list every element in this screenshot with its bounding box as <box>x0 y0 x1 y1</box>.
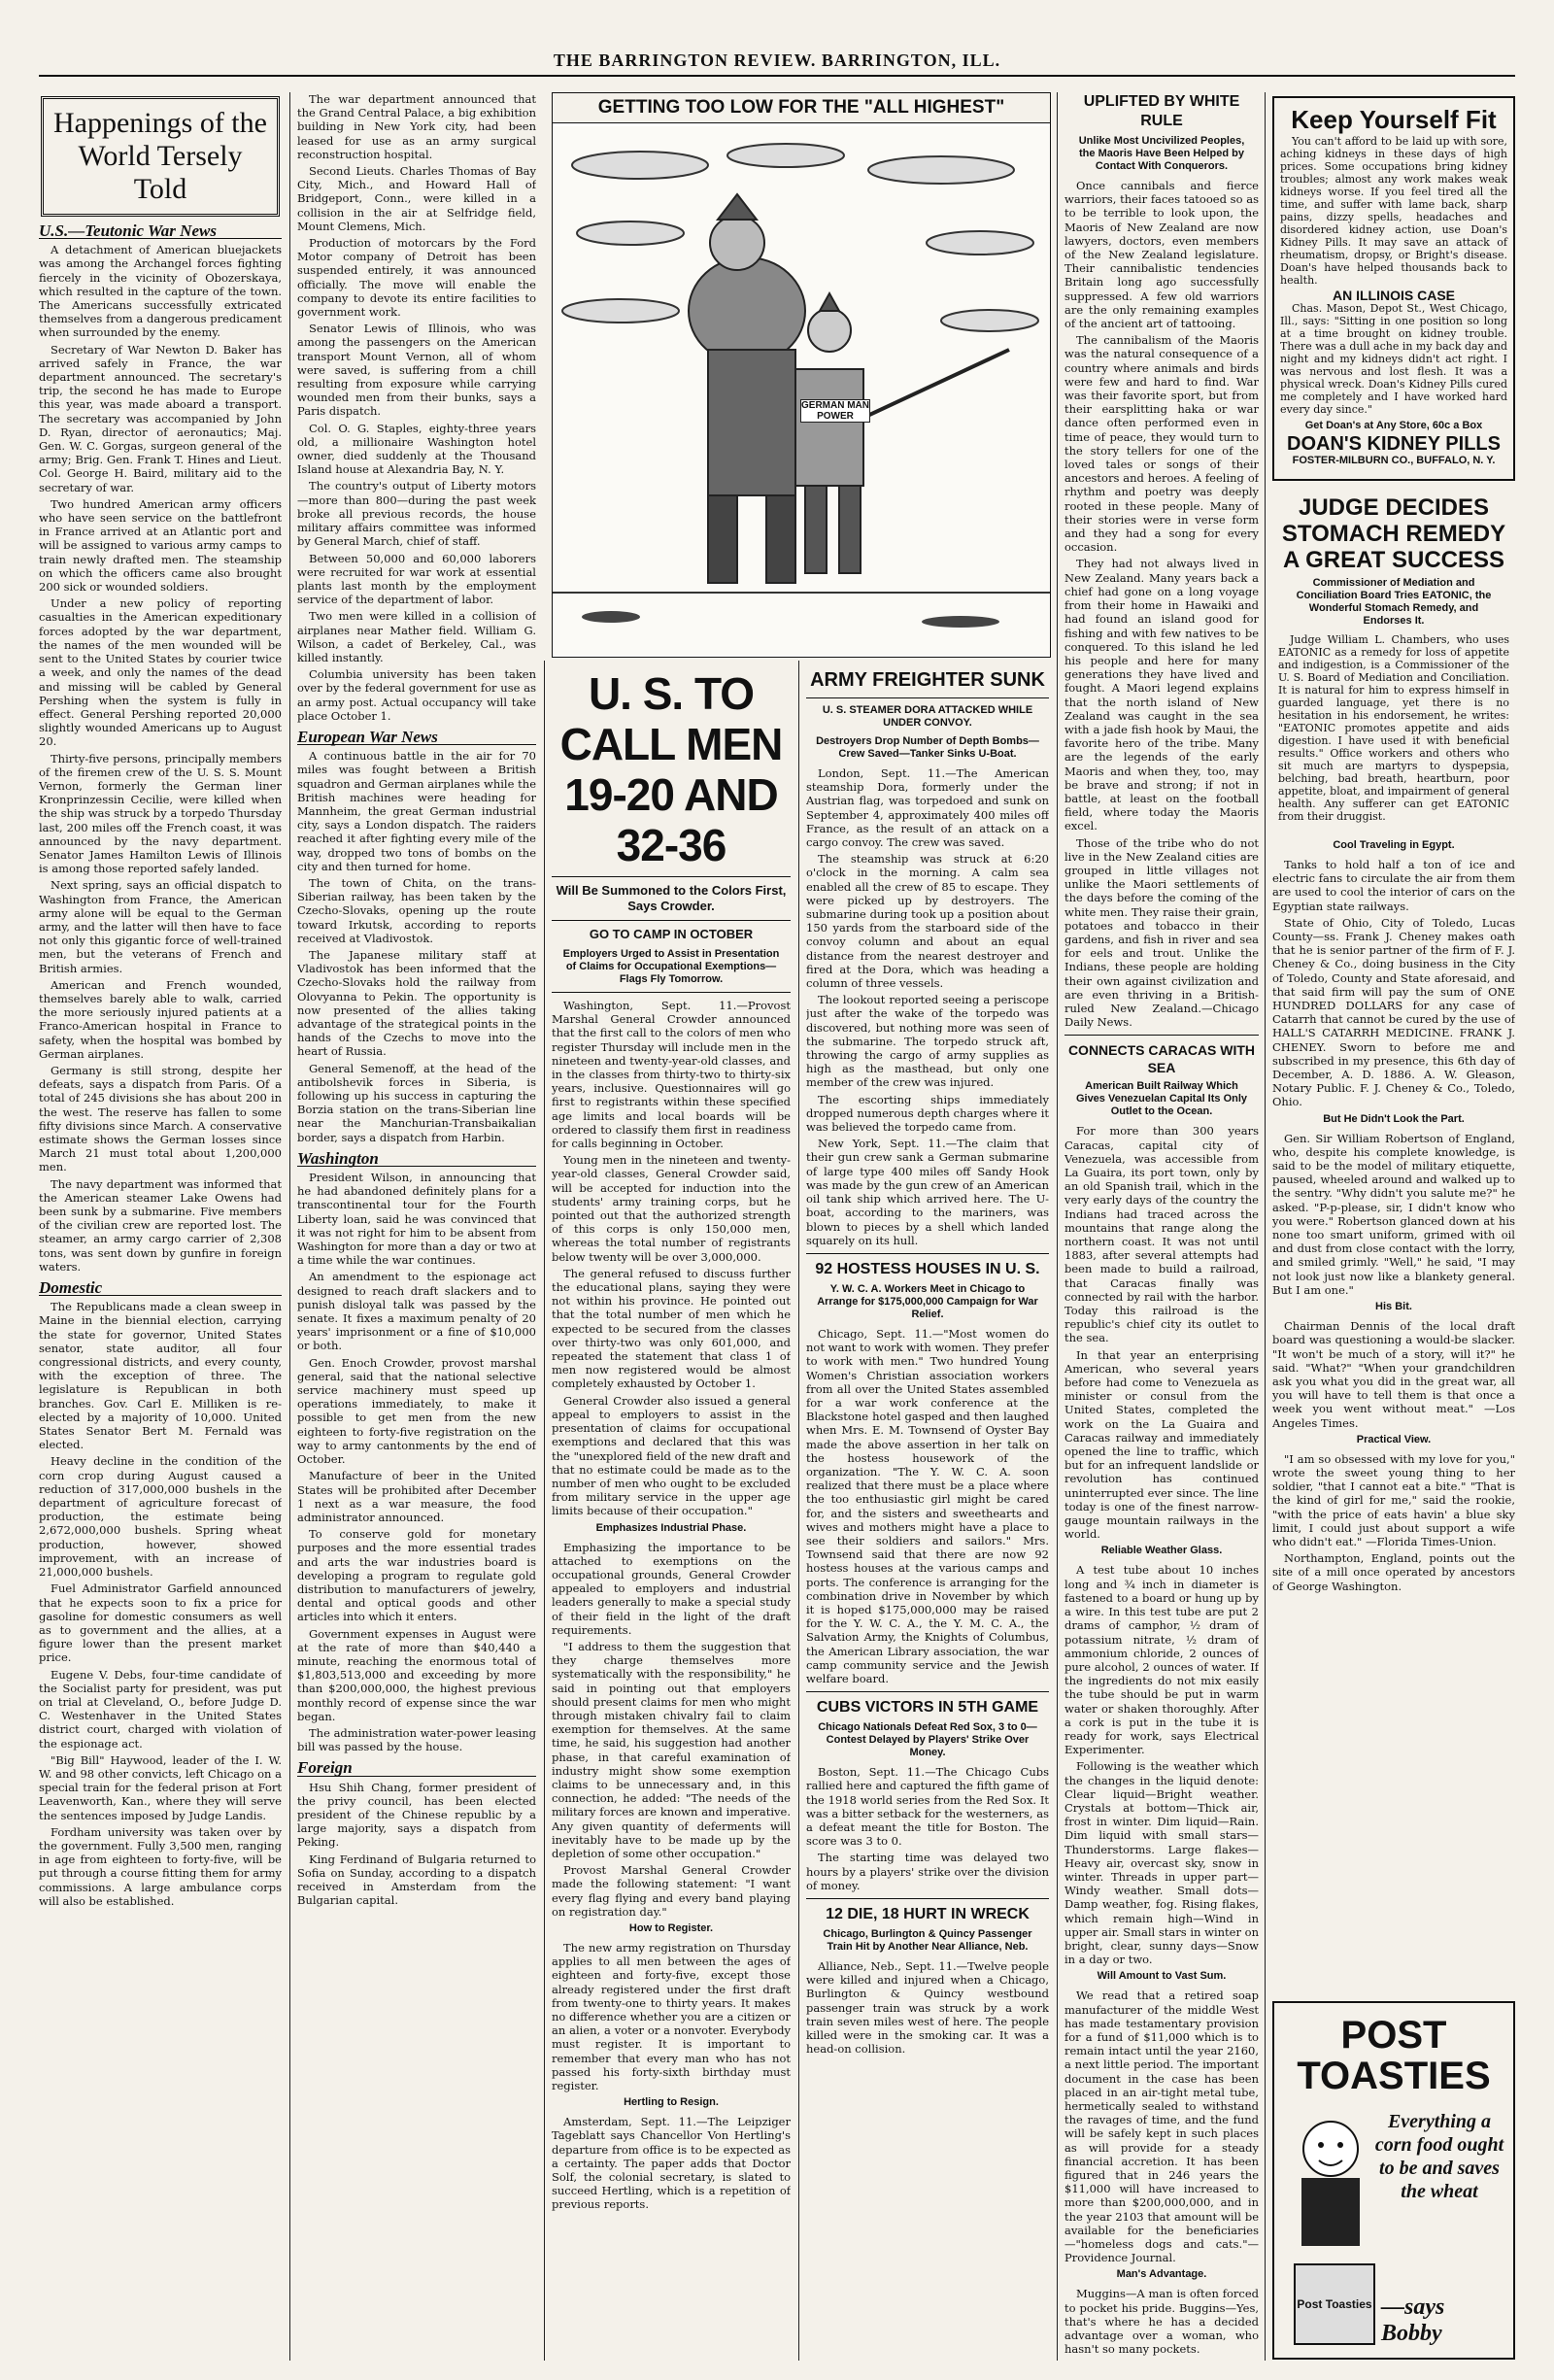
news-item: Gen. Sir William Robertson of England, who, despite his complete knowledge, is said to be the model of military etiquette, paused, wheeled around and walked up to the sentry. "Why didn't you salute me?" he asked. "P-p-please, sir, I didn't know who you were." Robertson glanced down at his none too smart uniform, grimed with oil and dust from close contact with the lorry, and smiled grimly. "Well," he said, "I may not look just now like a blankety general. But I am one." <box>1272 1131 1515 1297</box>
news-item: Thirty-five persons, principally members of the firemen crew of the U. S. S. Mount Vernon, formerly the German liner Kronprinzessin Cecilie, were killed when the ship was struck by a torpedo Thursday last, 200 miles off the French coast, it was announced by the navy department. Senator James Hamilton Lewis of Illinois is among those reported safely landed. <box>39 751 282 876</box>
news-item: Manufacture of beer in the United States will be prohibited after December 1 next as a war measure, the food administrator announced. <box>297 1469 536 1524</box>
news-item: The cannibalism of the Maoris was the natural consequence of a country where animals and birds were few and hard to find. War was their favorite sport, but from their earsplitting haka or war dance often performed even in time of peace, they would turn to the story tellers for one of the loved tales or songs of their ancestors and heroes. A feeling of rhythm and poetry was deeply rooted in these people. Many of their stories were in verse form and they had a song for every occasion. <box>1064 333 1259 555</box>
news-item: Chairman Dennis of the local draft board was questioning a would-be slacker. "It won't be much of a story, will it?" he said. "What?" "When your grandchildren ask you what you did in the great war, all you will have to tell them is that once a week you went without meat." —Los Angeles Times. <box>1272 1319 1515 1430</box>
news-item: Under a new policy of reporting casualties in the American expeditionary forces adopted by the war department, the names of the men wounded will be sent to the United States by courier twice a week, and only the names of the dead and missing will be cabled by General Pershing when the system is fully in effect. General Pershing reported 20,000 slightly wounded Americans up to August 20. <box>39 596 282 749</box>
ad-title: Keep Yourself Fit <box>1291 105 1497 134</box>
column-rule <box>544 661 545 2361</box>
news-item: The administration water-power leasing bill was passed by the house. <box>297 1725 536 1754</box>
news-item: The new army registration on Thursday applies to all men between the ages of eighteen and forty-five, except those already registered under the first draft from twenty-one to thirty years. It makes no difference whether you are a citizen or an alien, a voter or a nonvoter. Everybody must register. It is important to remember that every man who has not passed his forty-sixth birthday must register. <box>552 1941 791 2093</box>
subheadline: Will Be Summoned to the Colors First, Says Crowder. <box>556 883 787 913</box>
post-toasties-advertisement <box>1272 2001 1515 2360</box>
subhead: Emphasizes Industrial Phase. <box>595 1521 747 1534</box>
news-item: The escorting ships immediately dropped numerous depth charges where it was believed the torpedo came from. <box>806 1092 1049 1135</box>
subhead: Will Amount to Vast Sum. <box>1097 1970 1227 1983</box>
ad-deck: Commissioner of Mediation and Conciliation Board Tries EATONIC, the Wonderful Stomach Remedy, and Endorses It. <box>1296 577 1492 627</box>
news-item: Senator Lewis of Illinois, who was among the passengers on the American transport Mount Vernon, all of whom were saved, is suffering from a chill resulting from exposure while carrying wounded men from their bunks, says a Paris dispatch. <box>297 322 536 419</box>
news-item: "I address to them the suggestion that they charge themselves more systematically with the responsibility," he said in pointing out that employers should present claims for men who might through mistaken chivalry fail to claim exemption for themselves. At the same time, he said, his suggestion had another phase, in that careful examination of industry might show some exemption claims to be unnecessary and, in this connection, he added: "The needs of the military forces are known and imperative. Any given quantity of deferments will inevitably have to be made up by the depletion of some other occupation." <box>552 1639 791 1860</box>
deck: Y. W. C. A. Workers Meet in Chicago to Arrange for $175,000,000 Campaign for War Relief. <box>817 1282 1038 1320</box>
news-item: The general refused to discuss further the educational plans, saying they were not within his province. He pointed out that the total number of men which he expected to be secured from the classes over thirty-two was only 601,000, and repeated the statement that class 1 of men now registered would be almost completely exhausted by October 1. <box>552 1266 791 1391</box>
section-heading: Foreign <box>297 1761 536 1776</box>
news-item: To conserve gold for monetary purposes and the more essential trades and arts the war industries board is developing a program to regulate gold distribution to manufacturers of jewelry, dental and optical goods and other articles into which it enters. <box>297 1527 536 1624</box>
masthead: THE BARRINGTON REVIEW. BARRINGTON, ILL. <box>39 51 1515 77</box>
news-item: They had not always lived in New Zealand. Many years back a chief had gone on a long voyage from their home in Hawaiki and had found an island good for fishing and with few natives to be conquered. To this island he led his people and here for many generations they have lived and fought. A Maori legend explains that the north island of New Zealand was caught in the sea with a jade fish hook by Maui, the favorite hero of the tribe. Many are the legends of the early Maoris and when they, too, may be brave and strong; if not in battle, at least on the football field, where today the Maoris excel. <box>1064 557 1259 833</box>
headline: U. S. TO CALL MEN 19-20 AND 32-36 <box>559 668 783 870</box>
news-item: General Semenoff, at the head of the antibolshevik forces in Siberia, is following up his success in capturing the Borzia station on the trans-Siberian line near the Manchurian-Transbaikalian border, says a dispatch from Harbin. <box>297 1061 536 1144</box>
column-rule <box>798 661 799 2361</box>
subhead: Man's Advantage. <box>1116 2268 1207 2281</box>
news-item: Emphasizing the importance to be attached to exemptions on the occupational grounds, General Crowder appealed to employers and industrial leaders generally to make a special study of their field in the light of the draft requirements. <box>552 1540 791 1637</box>
subhead: But He Didn't Look the Part. <box>1323 1112 1465 1125</box>
ad-footer: Get Doan's at Any Store, 60c a Box <box>1304 420 1483 431</box>
happenings-title-box: Happenings of the World Tersely Told <box>41 96 280 217</box>
news-item: Columbia university has been taken over by the federal government for use as an army post. Actual occupancy will take place October 1. <box>297 667 536 723</box>
news-item: Those of the tribe who do not live in the New Zealand cities are grouped in little villages not unlike the Maori settlements of the days before the coming of the white men. They raise their grain, potatoes and tobacco in their gardens, and fish in river and sea for eels and trout. Unlike the Indians, these people are holding their own against civilization and are even thriving in a British-ruled New Zealand.—Chicago Daily News. <box>1064 835 1259 1030</box>
section-heading: Domestic <box>39 1281 282 1296</box>
subhead: His Bit. <box>1375 1301 1412 1313</box>
news-item: Germany is still strong, despite her defeats, says a dispatch from Paris. Of a total of 245 divisions she has about 200 in the west. The reserve has fallen to some fifty divisions since March. A conservative estimate shows the German losses since March 21 must total about 1,200,000 men. <box>39 1063 282 1174</box>
news-item: London, Sept. 11.—The American steamship Dora, formerly under the Austrian flag, was torpedoed and sunk on September 4, approximately 400 miles off France, as the result of an attack on a cargo convoy. The crew was saved. <box>806 766 1049 850</box>
ad-signature: —says Bobby <box>1381 2295 1445 2346</box>
news-item: Two hundred American army officers who have seen service on the battlefront in France arrived at an Atlantic port and will be assigned to various army camps to train newly drafted men. The steamship on which the officers came also brought 200 sick or wounded soldiers. <box>39 496 282 595</box>
news-item: Boston, Sept. 11.—The Chicago Cubs rallied here and captured the fifth game of the 1918 world series from the Red Sox. It was a bitter setback for the westerners, as a defeat meant the title for Boston. The score was 3 to 0. <box>806 1765 1049 1849</box>
news-item: Muggins—A man is often forced to pocket his pride. Buggins—Yes, that's where he has a decided advantage over a woman, who hasn't so many pockets. <box>1064 2287 1259 2357</box>
ad-footer: FOSTER-MILBURN CO., BUFFALO, N. Y. <box>1292 455 1496 466</box>
news-item: State of Ohio, City of Toledo, Lucas County—ss. Frank J. Cheney makes oath that he is senior partner of the firm of F. J. Cheney & Co., doing business in the City of Toledo, County and State aforesaid, and that said firm will pay the sum of ONE HUNDRED DOLLARS for any case of Catarrh that cannot be cured by the use of HALL'S CATARRH MEDICINE. FRANK J. CHENEY. Sworn to before me and subscribed in my presence, this 6th day of December, A. D. 1886. A. W. Gleason, Notary Public. F. J. Cheney & Co., Toledo, Ohio. <box>1272 915 1515 1109</box>
news-item: Col. O. G. Staples, eighty-three years old, a millionaire Washington hotel owner, died suddenly at the Thousand Island house at Alexandria Bay, N. Y. <box>297 421 536 477</box>
headline: 92 HOSTESS HOUSES IN U. S. <box>815 1260 1040 1277</box>
news-item: Production of motorcars by the Ford Motor company of Detroit has been suspended entirely, it was announced officially. The move will enable the company to devote its entire facilities to government work. <box>297 236 536 320</box>
headline: CUBS VICTORS IN 5TH GAME <box>816 1699 1039 1717</box>
news-item: Northampton, England, points out the site of a mill once operated by ancestors of George Washington. <box>1272 1551 1515 1593</box>
news-item: "I am so obsessed with my love for you," wrote the sweet young thing to her soldier, "that I cannot eat a bite." "That is the kind of girl for me," said the rookie, "with the price of eats havin' a blue sky limit, I could just about support a wife who didn't eat." —Florida Times-Union. <box>1272 1451 1515 1548</box>
deck: American Built Railway Which Gives Venezuelan Capital Its Only Outlet to the Ocean. <box>1075 1080 1248 1118</box>
cartoon-title: GETTING TOO LOW FOR THE "ALL HIGHEST" <box>553 93 1050 123</box>
news-item: King Ferdinand of Bulgaria returned to Sofia on Sunday, according to a dispatch received in Amsterdam from the Bulgarian capital. <box>297 1852 536 1908</box>
news-item: Amsterdam, Sept. 11.—The Leipziger Tageblatt says Chancellor Von Hertling's departure from office is to be expected as a certainty. The paper adds that Doctor Solf, the colonial secretary, is slated to succeed Hertling, which is a repetition of previous reports. <box>552 2115 791 2212</box>
ad-testimony: Chas. Mason, Depot St., West Chicago, Ill., says: "Sitting in one position so long at a time brought on kidney trouble. There was a dull ache in my back day and night and my kidneys didn't act right. I was nervous and lost flesh. It was a physical wreck. Doan's Kidney Pills cured me completely and I have worked hard every day since." <box>1280 302 1507 416</box>
news-item: Tanks to hold half a ton of ice and electric fans to circulate the air from them are used to cool the interior of cars on the Egyptian state railways. <box>1272 858 1515 913</box>
subhead: Cool Traveling in Egypt. <box>1333 839 1455 851</box>
ad-body: Judge William L. Chambers, who uses EATONIC as a remedy for loss of appetite and indigestion, is a Commissioner of the U. S. Board of Mediation and Conciliation. It is natural for him to express himself in guarded language, yet there is no hesitation in his endorsement, he writes: "EATONIC promotes appetite and aids digestion. I have used it with beneficial results." Office workers and others who sit much are martyrs to dyspepsia, belching, bad breath, heartburn, poor appetite, bloat, and impairment of general health. Any sufferer can get EATONIC from their druggist. <box>1278 633 1509 823</box>
headline: CONNECTS CARACAS WITH SEA <box>1067 1042 1256 1076</box>
news-item: Between 50,000 and 60,000 laborers were recruited for war work at essential plants last month by the employment service of the department of labor. <box>297 551 536 607</box>
news-item: We read that a retired soap manufacturer of the middle West has made testamentary provision for a fund of $11,000 which is to remain intact until the year 2160, a next little period. The important document in the case has been placed in an air-tight metal tube, hermetically sealed to withstand the ravages of time, and the fund will be safely kept in such places as will provide for a steady financial accretion. It has been figured that in 246 years the $11,000 will have increased to more than $200,000,000, and in the year 2103 that amount will be available for the beneficiaries—"homeless dogs and cats."—Providence Journal. <box>1064 1989 1259 2265</box>
news-item: Provost Marshal General Crowder made the following statement: "I want every flag flying and every band playing on registration day." <box>552 1863 791 1919</box>
news-item: Hsu Shih Chang, former president of the privy council, has been elected president of the Chinese republic by a large majority, says a dispatch from Peking. <box>297 1780 536 1850</box>
news-item: The steamship was struck at 6:20 o'clock in the morning. A calm sea enabled all the crew of 85 to escape. They were picked up by destroyers. The submarine during took up a position about 150 yards from the starboard side of the convoy column and about an equal distance from the nearest destroyer and fired at the Dora, which was heading a column of three vessels. <box>806 852 1049 991</box>
news-item: The country's output of Liberty motors—more than 800—during the past week broke all previous records, the house military affairs committee was informed by General March, chief of staff. <box>297 479 536 549</box>
news-item: For more than 300 years Caracas, capital city of Venezuela, was accessible from La Guaira, its port town, only by an old Spanish trail, which in the very early days of the country the Indians had traced across the mountains that range along the northern coast. It was not until 1883, after several attempts had been made to build a railroad, that Caracas finally was connected by rail with the harbor. Today this railroad is the republic's chief city its outlet to the sea. <box>1064 1124 1259 1345</box>
section-heading: U.S.—Teutonic War News <box>39 224 282 239</box>
news-item: The town of Chita, on the trans-Siberian railway, has been taken by the Czecho-Slovaks, opening up the route toward Irkutsk, according to reports received at Vladivostok. <box>297 875 536 945</box>
column-4 <box>806 668 1049 2361</box>
news-item: Young men in the nineteen and twenty-year-old classes, General Crowder said, will be accepted for induction into the students' army training corps, but he pointed out that the authorized strength of this corps is only 150,000 men, whereas the total number of registrants below twenty will be over 3,000,000. <box>552 1153 791 1264</box>
news-item: The war department announced that the Grand Central Palace, a big exhibition building in New York city, had been leased for use as an army surgical reconstruction hospital. <box>297 92 536 161</box>
news-item: Once cannibals and fierce warriors, their faces tatooed so as to be terrible to look upon, the Maoris of New Zealand are now lawyers, doctors, even members of the New Zealand legislature. Their cannibalistic tendencies Britain long ago successfully suppressed. A few old warriors are the only remaining examples of the ancient art of tattooing. <box>1064 179 1259 331</box>
column-rule <box>1265 92 1266 2361</box>
cartoon-label: GERMAN MAN POWER <box>801 400 869 422</box>
news-item: Second Lieuts. Charles Thomas of Bay City, Mich., and Howard Hall of Bridgeport, Conn., were killed in a collision in the air at Selfridge field, Mount Clemens, Mich. <box>297 164 536 233</box>
boy-illustration <box>1282 2110 1379 2256</box>
ad-brand: DOAN'S KIDNEY PILLS <box>1287 433 1501 455</box>
section-heading: Washington <box>297 1152 536 1167</box>
political-cartoon <box>552 92 1051 658</box>
news-item: Fuel Administrator Garfield announced that he expects soon to fix a price for gasoline for domestic consumers as well as to government and the allies, at a figure lower than the present market price. <box>39 1581 282 1665</box>
column-3 <box>552 668 791 2361</box>
news-item: General Crowder also issued a general appeal to employers to assist in the presentation of claims for occupational exemptions and declared that this was the "unexplored field of the new draft and that no estimate could be made as to the number of men who ought to be excluded from military service in the upper age limits because of their occupation." <box>552 1393 791 1518</box>
cereal-box: Post Toasties <box>1294 2263 1375 2345</box>
news-item: The Japanese military staff at Vladivostok has been informed that the Czecho-Slovaks hold the railway from Olovyanna to Pekin. The opportunity is now presented of the allies taking advantage of the strategical points in the hands of the Czechs to move into the heart of Russia. <box>297 947 536 1059</box>
subhead: Practical View. <box>1356 1433 1432 1445</box>
doans-advertisement <box>1272 96 1515 481</box>
news-item: Following is the weather which the changes in the liquid denote: Clear liquid—Bright weather. Crystals at bottom—Thick air, frost in winter. Dim liquid—Rain. Dim liquid with small stars—Thunderstorms. Large flakes—Heavy air, overcast sky, snow in winter. Threads in upper part—Windy weather. Small dots—Damp weather, fog. Rising flakes, which remain high—Wind in upper air. Small stars in winter on bright, clear, sunny days—Snow in a day or two. <box>1064 1759 1259 1967</box>
news-item: Washington, Sept. 11.—Provost Marshal General Crowder announced that the first call to the colors of men who register Thursday will include men in the nineteen and twenty-year-old classes, and in the classes from thirty-two to thirty-six years, inclusive. Questionnaires will go first to registrants within these specified age limits and local boards will be ordered to classify them first in readiness for calls beginning in October. <box>552 999 791 1151</box>
news-item: New York, Sept. 11.—The claim that their gun crew sank a German submarine of large type 400 miles off Sandy Hook was made by the gun crew of an American oil tank ship which arrived here. The U-boat, according to the mariners, was blown to pieces by a shell which landed squarely on its hull. <box>806 1137 1049 1247</box>
news-item: Eugene V. Debs, four-time candidate of the Socialist party for president, was put on trial at Cleveland, O., before Judge D. C. Westenhaver in the United States district court, charged with violation of the espionage act. <box>39 1667 282 1751</box>
news-item: In that year an enterprising American, who several years before had come to Venezuela as minister or consul from the United States, completed the work on the La Guaira and Caracas railway and immediately opened the line to traffic, which but for an infrequent landslide or revolution has continued uninterrupted ever since. The line today is one of the finest narrow-gauge mountain railways in the world. <box>1064 1347 1259 1542</box>
subhead: Hertling to Resign. <box>624 2096 719 2109</box>
news-item: Fordham university was taken over by the government. Fully 3,500 men, ranging in age from eighteen to forty-five, will be put through a course fitting them for army commissions. A large ambulance corps will also be established. <box>39 1824 282 1908</box>
news-item: Secretary of War Newton D. Baker has arrived safely in France, the war department announced. The secretary's trip, the second he has made to Europe this year, was made aboard a transport. The secretary was accompanied by John D. Ryan, director of aeronautics; Maj. Gen. W. C. Gorgas, surgeon general of the army; Brig. Gen. Frank T. Hines and Lieut. Col. George H. Baird, military aid to the secretary of war. <box>39 342 282 494</box>
ad-title: POST TOASTIES <box>1297 2014 1491 2097</box>
subhead: How to Register. <box>628 1922 714 1934</box>
column-2-text <box>297 92 536 2361</box>
deck: Chicago, Burlington & Quincy Passenger Train Hit by Another Near Alliance, Neb. <box>823 1928 1032 1954</box>
section-heading: European War News <box>297 731 536 745</box>
column-rule <box>1057 92 1058 2361</box>
column-1 <box>39 92 282 2361</box>
news-item: "Big Bill" Haywood, leader of the I. W. W. and 98 other convicts, left Chicago on a special train for the federal prison at Fort Leavenworth, Kan., where they will serve the sentences imposed by Judge Landis. <box>39 1752 282 1822</box>
news-item: The lookout reported seeing a periscope just after the wake of the torpedo was discovered, but nothing more was seen of the submarine. The torpedo struck aft, throwing the cargo of army supplies as high as the masthead, but only one member of the crew was injured. <box>806 993 1049 1090</box>
cartoon-drawing <box>553 126 1050 656</box>
news-item: Gen. Enoch Crowder, provost marshal general, said that the national selective service machinery must speed up operations immediately, to make it possible to get men from the new eighteen to forty-five registration on the way to army cantonments by the end of October. <box>297 1355 536 1467</box>
news-item: Chicago, Sept. 11.—"Most women do not want to work with women. They prefer to work with men." Two hundred Young Women's Christian association workers from all over the United States assembled for a war work conference at the Blackstone hotel gasped and then laughed when Mrs. E. M. Townsend of Oyster Bay made the above assertion in her talk on the hostess housework of the organization. "The Y. W. C. A. soon realized that there must be a place where the too enthusiastic girl might be cared for, and the sisters and sweethearts and wives and mothers might have a place to see their soldiers and sailors." Mrs. Townsend said that there are now 92 hostess houses at the various camps and ports. The conference is arranging for the combination drive in November by which it is hoped $175,000,000 may be raised for the Y. W. C. A., the Y. M. C. A., the Salvation Army, the Knights of Columbus, the American Library association, the war camp community service and the Jewish welfare board. <box>806 1326 1049 1685</box>
news-item: Alliance, Neb., Sept. 11.—Twelve people were killed and injured when a Chicago, Burlington & Quincy westbound passenger train was struck by a work train seven miles west of here. The people killed were in the smoking car. It was a head-on collision. <box>806 1959 1049 2057</box>
news-item: Two men were killed in a collision of airplanes near Mather field. William G. Wilson, a cadet of Berkeley, Cal., was killed instantly. <box>297 609 536 664</box>
news-item: President Wilson, in announcing that he had abandoned definitely plans for a transcontinental tour for the Fourth Liberty loan, said he was convinced that it was not right for him to be absent from Washington for more than a day or two at a time while the war continues. <box>297 1171 536 1268</box>
news-item: A continuous battle in the air for 70 miles was fought between a British squadron and German airplanes while the British machines were heading for Mannheim, the great German industrial city, says a London dispatch. The raiders reached it after fighting every mile of the way, dropped two tons of bombs on the city and then turned for home. <box>297 749 536 873</box>
headline: ARMY FREIGHTER SUNK <box>810 669 1045 691</box>
headline: 12 DIE, 18 HURT IN WRECK <box>826 1906 1030 1923</box>
newspaper-page <box>39 39 1515 2361</box>
news-item: An amendment to the espionage act designed to reach draft slackers and to punish disloyal talk was passed by the senate. It fixes a maximum penalty of 20 years' imprisonment or a fine of $10,000 or both. <box>297 1270 536 1353</box>
column-5 <box>1064 92 1259 2361</box>
news-item: The navy department was informed that the American steamer Lake Owens had been sunk by a submarine. Five members of the civilian crew are reported lost. The steamer, an army cargo carrier of 2,308 tons, was sent down by gunfire in foreign waters. <box>39 1176 282 1274</box>
deck: Employers Urged to Assist in Presentation of Claims for Occupational Exemptions—Flags Fly Tomorrow. <box>562 948 780 985</box>
subhead: Reliable Weather Glass. <box>1100 1545 1223 1557</box>
ad-subtitle: AN ILLINOIS CASE <box>1332 288 1455 303</box>
news-item: The starting time was delayed two hours by a players' strike over the division of money. <box>806 1851 1049 1892</box>
ad-slogan: Everything a corn food ought to be and saves the wheat <box>1374 2111 1504 2202</box>
subheadline: GO TO CAMP IN OCTOBER <box>589 927 754 941</box>
ad-body: You can't afford to be laid up with sore, aching kidneys in these days of high prices. Some occupations bring kidney troubles; almost any work makes weak kidneys worse. If you feel tired all the time, and suffer with lame back, sharp pains, dizzy spells, headaches and disordered kidney action, use Doan's Kidney Pills. It may save an attack of rheumatism, dropsy, or Bright's disease. Doan's have helped thousands back to health. <box>1280 135 1507 287</box>
eatonic-advertisement <box>1272 489 1515 832</box>
deck: U. S. STEAMER DORA ATTACKED WHILE UNDER CONVOY. <box>822 704 1033 729</box>
column-rule <box>289 92 290 2361</box>
news-item: American and French wounded, themselves barely able to walk, carried the more seriously injured patients at a Franco-American hospital in France to safety, when the hospital was bombed by German airplanes. <box>39 977 282 1061</box>
deck: Chicago Nationals Defeat Red Sox, 3 to 0—Contest Delayed by Players' Strike Over Money. <box>818 1721 1037 1759</box>
ad-title: JUDGE DECIDES STOMACH REMEDY A GREAT SUCCESS <box>1281 494 1506 573</box>
news-item: The Republicans made a clean sweep in Maine in the biennial election, carrying the state for governor, United States senator, state auditor, all four congressional districts, and every county, with the exception of three. The legislature is Republican in both branches. Gov. Carl E. Milliken is re-elected by a majority of 10,000. United States Senator Bert M. Fernald was elected. <box>39 1300 282 1452</box>
headline: UPLIFTED BY WHITE RULE <box>1083 93 1240 129</box>
deck: Destroyers Drop Number of Depth Bombs—Crew Saved—Tanker Sinks U-Boat. <box>816 735 1039 760</box>
deck: Unlike Most Uncivilized Peoples, the Maoris Have Been Helped by Contact With Conquerors. <box>1078 135 1245 172</box>
news-item: Heavy decline in the condition of the corn crop during August caused a reduction of 317,000,000 bushels in the department of agriculture forecast of production, the estimate being 2,672,000,000 bushels. Spring wheat production, however, showed improvement, with an increase of 21,000,000 bushels. <box>39 1454 282 1580</box>
news-item: A test tube about 10 inches long and ¾ inch in diameter is fastened to a board or hung up by a wire. In this test tube are put 2 drams of camphor, ½ dram of potassium nitrate, ½ dram of ammonium chloride, 2 ounces of pure alcohol, 2 ounces of water. If the ingredients do not mix easily the tube should be put in warm water or shaken thoroughly. After a cork is put in the tube it is ready for work, says Electrical Experimenter. <box>1064 1563 1259 1757</box>
news-item: Government expenses in August were at the rate of more than $40,440 a minute, reaching the enormous total of $1,803,513,000 and exceeding by more than $200,000,000, the highest previous monthly record of expense since the war began. <box>297 1626 536 1723</box>
news-item: A detachment of American bluejackets was among the Archangel forces fighting fiercely in the vicinity of Obozerskaya, which resulted in the capture of the town. The Americans successfully extricated themselves from a dangerous predicament when surrounded by the enemy. <box>39 243 282 340</box>
news-item: Next spring, says an official dispatch to Washington from France, the American army alone will be equal to the German army, and the latter will then have to face not only this gigantic force of well-trained men, but the veterans of French and British armies. <box>39 878 282 975</box>
